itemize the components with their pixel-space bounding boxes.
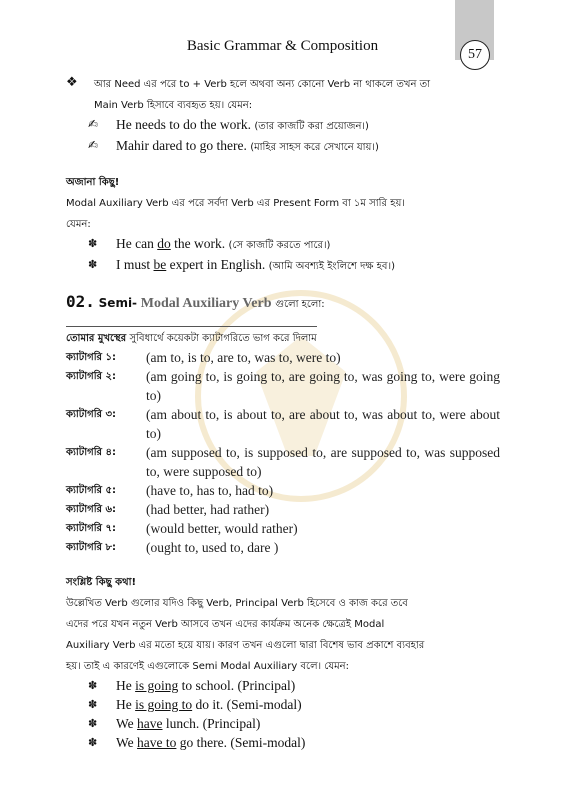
bullet-icon: ✽ <box>88 258 98 271</box>
bullet-icon: ✽ <box>88 736 98 749</box>
example-item: ✽ We have to go there. (Semi-modal) <box>88 735 306 750</box>
example-item <box>66 115 500 136</box>
section-suffix: গুলো হলো: <box>275 299 325 310</box>
intro-line-1: আর Need এর পরে to + Verb হলে অথবা অন্য কোনো Verb না থাকলে তখন তা <box>94 79 431 90</box>
example-item: ✽ He is going to do it. (Semi-modal) <box>88 697 302 712</box>
example-item: ✽ He is going to school. (Principal) <box>88 678 296 693</box>
related-heading: সংশ্লিষ্ট কিছু কথা! <box>66 577 137 588</box>
category-value: (had better, had rather) <box>146 502 270 517</box>
page-title: Basic Grammar & Composition <box>186 38 379 54</box>
category-value: (am about to, is about to, are about to, was about to, were about to) <box>146 407 500 441</box>
underlined-verb: is going to <box>135 697 193 712</box>
category-label: ক্যাটাগরি ৪: <box>66 447 117 458</box>
category-row <box>66 348 500 367</box>
category-row <box>66 405 500 443</box>
category-row <box>66 443 500 481</box>
underlined-verb: is going <box>135 678 179 693</box>
example-bangla: (আমি অবশ্যই ইংলিশে দক্ষ হব।) <box>268 261 395 272</box>
unknown-text-2: যেমন: <box>66 219 91 230</box>
category-value: (have to, has to, had to) <box>146 483 274 498</box>
section-number: 02. <box>66 292 95 311</box>
example-item <box>66 136 500 157</box>
category-row <box>66 481 500 500</box>
underlined-verb: have <box>137 716 163 731</box>
underlined-verb: be <box>153 257 167 272</box>
example-bangla: (সে কাজটি করতে পারে।) <box>228 240 331 251</box>
intro-line-2: Main Verb হিসাবে ব্যবহৃত হয়। যেমন: <box>94 100 253 111</box>
category-label: ক্যাটাগরি ৬: <box>66 504 117 515</box>
related-text-2: এদের পরে যখন নতুন Verb আসবে তখন এদের কার্যক্রম অনেক ক্ষেত্রেই Modal <box>66 619 385 630</box>
example-english: Mahir dared to go there. <box>116 138 247 153</box>
bullet-icon: ✽ <box>88 237 98 250</box>
diamond-bullet-icon: ❖ <box>66 75 78 90</box>
section-semi: Semi- <box>98 296 138 310</box>
category-row <box>66 367 500 405</box>
category-row <box>66 538 500 557</box>
related-text-4: হয়। তাই এ কারণেই এগুলোকে Semi Modal Auxiliary বলে। যেমন: <box>66 661 349 672</box>
example-item: ✽ I must be expert in English. (আমি অবশ্যই ইংলিশে দক্ষ হব।) <box>88 257 395 272</box>
unknown-text-1: Modal Auxiliary Verb এর পরে সর্বদা Verb এর Present Form বা ১ম সারি হয়। <box>66 198 405 209</box>
underlined-verb: do <box>157 236 171 251</box>
related-text-1: উল্লেখিত Verb গুলোর যদিও কিছু Verb, Principal Verb হিসেবে ও কাজ করে তবে <box>66 598 408 609</box>
example-english: He needs to do the work. <box>116 117 251 132</box>
unknown-heading: অজানা কিছু! <box>66 177 120 188</box>
category-value: (am to, is to, are to, was to, were to) <box>146 350 341 365</box>
category-label: ক্যাটাগরি ২: <box>66 371 117 382</box>
category-row <box>66 500 500 519</box>
example-item: ✽ We have lunch. (Principal) <box>88 716 261 731</box>
category-row <box>66 519 500 538</box>
example-item: ✽ He can do the work. (সে কাজটি করতে পারে।) <box>88 236 331 251</box>
intro-note <box>66 73 500 115</box>
section-title: Modal Auxiliary Verb <box>140 296 272 311</box>
category-intro: তোমার মুখস্থের সুবিধার্থে কয়েকটা ক্যাটাগরিতে ভাগ করে দিলাম <box>66 326 317 348</box>
category-label: ক্যাটাগরি ৮: <box>66 542 117 553</box>
page-content <box>66 73 500 752</box>
category-label: ক্যাটাগরি ৭: <box>66 523 117 534</box>
bullet-icon: ✽ <box>88 717 98 730</box>
category-label: ক্যাটাগরি ৫: <box>66 485 117 496</box>
category-value: (am supposed to, is supposed to, are supposed to, was supposed to, were supposed to) <box>146 445 500 479</box>
page-number: 57 <box>460 40 490 70</box>
category-value: (ought to, used to, dare ) <box>146 540 279 555</box>
category-label: ক্যাটাগরি ৩: <box>66 409 117 420</box>
category-label: ক্যাটাগরি ১: <box>66 352 117 363</box>
related-text-3: Auxiliary Verb এর মতো হয়ে যায়। কারণ তখন এগুলো দ্বারা বিশেষ ভাব প্রকাশে ব্যবহার <box>66 640 425 651</box>
category-value: (am going to, is going to, are going to, was going to, were going to) <box>146 369 500 403</box>
category-value: (would better, would rather) <box>146 521 298 536</box>
section-heading <box>66 292 500 314</box>
pen-icon: ✍ <box>88 138 99 152</box>
underlined-verb: have to <box>137 735 177 750</box>
bullet-icon: ✽ <box>88 679 98 692</box>
bullet-icon: ✽ <box>88 698 98 711</box>
pen-icon: ✍ <box>88 117 99 131</box>
example-bangla: (তার কাজটি করা প্রয়োজন।) <box>254 121 369 132</box>
example-bangla: (মাহির সাহস করে সেখানে যায়।) <box>250 142 379 153</box>
